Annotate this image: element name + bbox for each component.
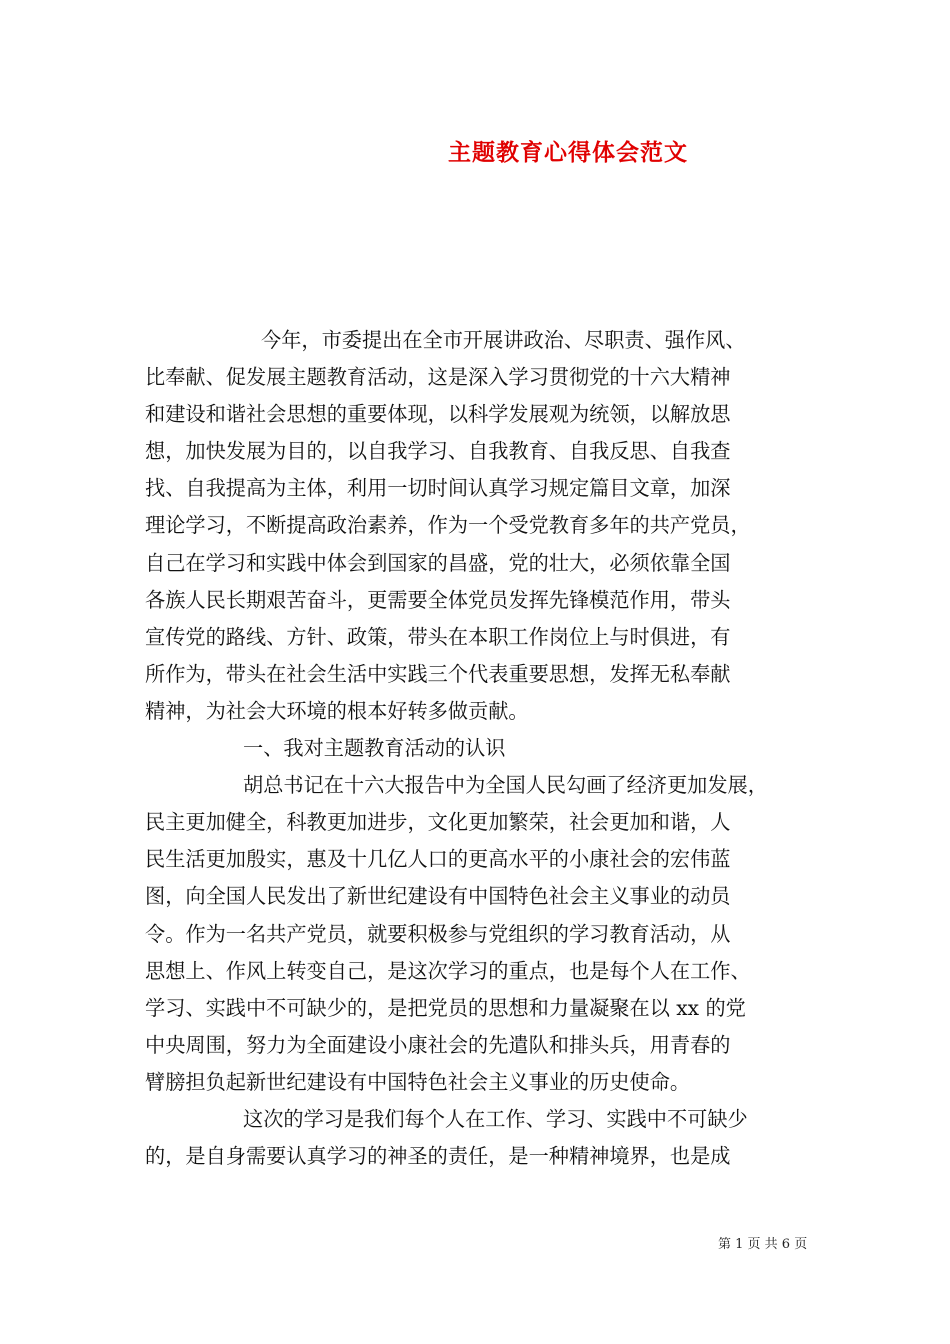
paragraph-line: 令。作为一名共产党员，就要积极参与党组织的学习教育活动，从: [145, 921, 731, 946]
document-title: 主题教育心得体会范文: [448, 139, 688, 166]
paragraph-line: 今年，市委提出在全市开展讲政治、尽职责、强作风、: [261, 328, 746, 352]
document-body: [145, 322, 813, 1175]
paragraph-line: 民主更加健全，科教更加进步，文化更加繁荣，社会更加和谐，人: [145, 810, 731, 835]
paragraph-line: 图，向全国人民发出了新世纪建设有中国特色社会主义事业的动员: [145, 884, 731, 909]
paragraph-line: 精神，为社会大环境的根本好转多做贡献。: [145, 698, 529, 723]
paragraph-line: 所作为，带头在社会生活中实践三个代表重要思想，发挥无私奉献: [145, 661, 731, 686]
paragraph-line: 学习、实践中不可缺少的，是把党员的思想和力量凝聚在以 xx 的党: [145, 995, 746, 1020]
page-number: 第 1 页 共 6 页: [718, 1237, 808, 1252]
paragraph-line: 理论学习，不断提高政治素养，作为一个受党教育多年的共产党员，: [145, 513, 751, 538]
paragraph-line: 中央周围，努力为全面建设小康社会的先遣队和排头兵，用青春的: [145, 1032, 731, 1057]
paragraph-line: 胡总书记在十六大报告中为全国人民勾画了经济更加发展，: [243, 773, 768, 798]
paragraph-line: 自己在学习和实践中体会到国家的昌盛，党的壮大，必须依靠全国: [145, 550, 731, 575]
paragraph-line: 的，是自身需要认真学习的神圣的责任，是一种精神境界，也是成: [145, 1144, 731, 1169]
paragraph-line: 想，加快发展为目的，以自我学习、自我教育、自我反思、自我查: [145, 439, 731, 464]
paragraph-line: 臂膀担负起新世纪建设有中国特色社会主义事业的历史使命。: [145, 1069, 691, 1094]
paragraph-line: 民生活更加殷实，惠及十几亿人口的更高水平的小康社会的宏伟蓝: [145, 847, 731, 872]
paragraph-line: 找、自我提高为主体，利用一切时间认真学习规定篇目文章，加深: [145, 476, 731, 501]
paragraph-line: 宣传党的路线、方针、政策，带头在本职工作岗位上与时俱进，有: [145, 624, 731, 649]
paragraph-line: 这次的学习是我们每个人在工作、学习、实践中不可缺少: [243, 1106, 748, 1131]
paragraph-line: 思想上、作风上转变自己，是这次学习的重点，也是每个人在工作、: [145, 958, 751, 983]
section-heading: 一、我对主题教育活动的认识: [243, 736, 506, 761]
paragraph-line: 比奉献、促发展主题教育活动，这是深入学习贯彻党的十六大精神: [145, 365, 731, 390]
paragraph-line: 各族人民长期艰苦奋斗，更需要全体党员发挥先锋模范作用，带头: [145, 587, 731, 612]
paragraph-line: 和建设和谐社会思想的重要体现，以科学发展观为统领，以解放思: [145, 402, 731, 427]
